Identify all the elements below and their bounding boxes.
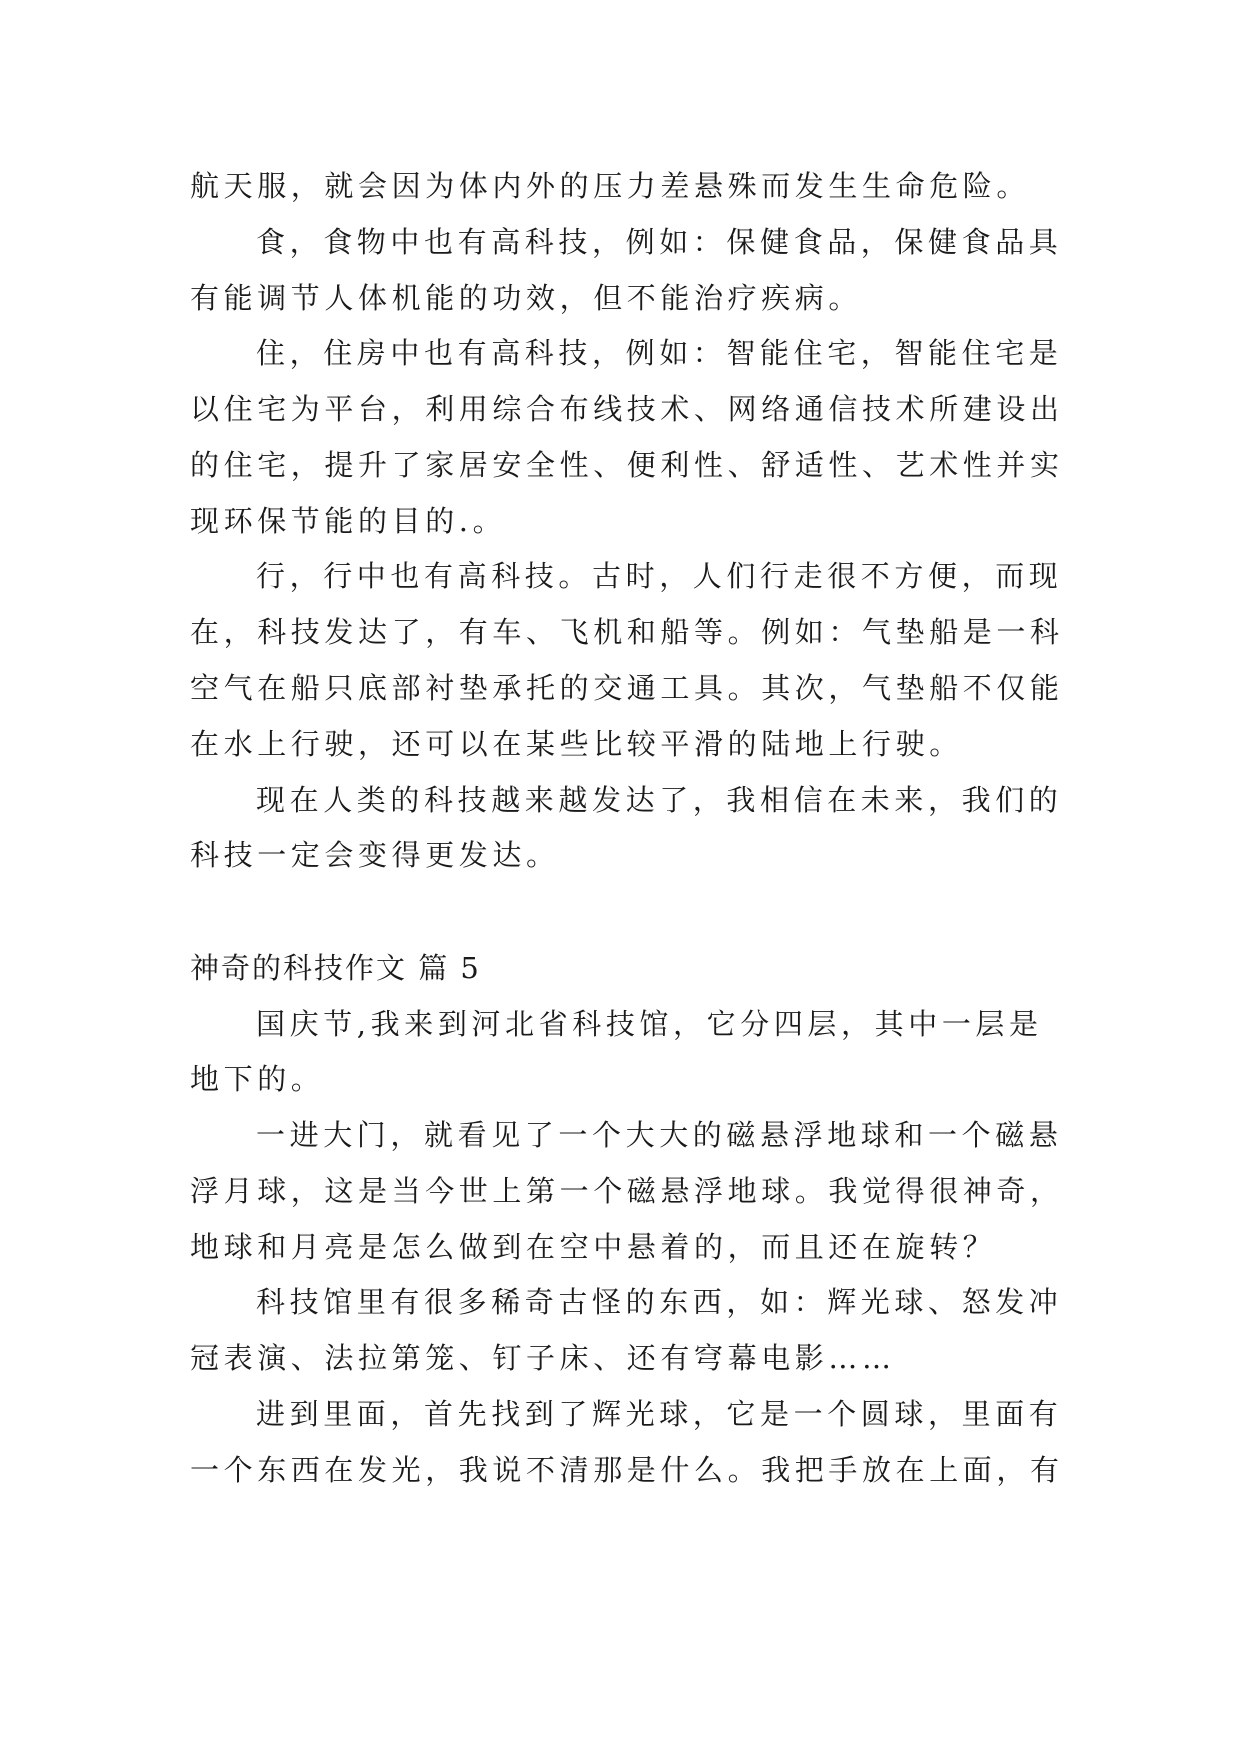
paragraph-line: 国庆节,我来到河北省科技馆，它分四层，其中一层是 xyxy=(256,1007,1043,1041)
paragraph-line: 现在人类的科技越来越发达了，我相信在未来，我们的 xyxy=(256,783,1063,817)
paragraph-line: 进到里面，首先找到了辉光球，它是一个圆球，里面有 xyxy=(256,1397,1063,1431)
paragraph-line: 一进大门，就看见了一个大大的磁悬浮地球和一个磁悬 xyxy=(256,1118,1063,1152)
paragraph-line: 的住宅，提升了家居安全性、便利性、舒适性、艺术性并实 xyxy=(190,448,1064,482)
paragraph-line: 在水上行驶，还可以在某些比较平滑的陆地上行驶。 xyxy=(190,727,963,761)
paragraph-line: 一个东西在发光，我说不清那是什么。我把手放在上面，有 xyxy=(190,1453,1064,1487)
paragraph-line: 住，住房中也有高科技，例如：智能住宅，智能住宅是 xyxy=(256,336,1063,370)
paragraph-line: 冠表演、法拉第笼、钉子床、还有穹幕电影…… xyxy=(190,1341,896,1375)
paragraph-line: 有能调节人体机能的功效，但不能治疗疾病。 xyxy=(190,281,863,315)
paragraph-line: 地球和月亮是怎么做到在空中悬着的，而且还在旋转？ xyxy=(190,1230,997,1264)
paragraph-line: 浮月球，这是当今世上第一个磁悬浮地球。我觉得很神奇， xyxy=(190,1174,1064,1208)
paragraph-line: 地下的。 xyxy=(190,1062,325,1096)
paragraph-line: 在，科技发达了，有车、飞机和船等。例如：气垫船是一科 xyxy=(190,615,1064,649)
paragraph-line: 科技馆里有很多稀奇古怪的东西，如：辉光球、怒发冲 xyxy=(256,1285,1063,1319)
paragraph-line: 行，行中也有高科技。古时，人们行走很不方便，而现 xyxy=(256,559,1063,593)
paragraph-line: 航天服，就会因为体内外的压力差悬殊而发生生命危险。 xyxy=(190,169,1031,203)
paragraph-line: 以住宅为平台，利用综合布线技术、网络通信技术所建设出 xyxy=(190,392,1064,426)
paragraph-line: 食，食物中也有高科技，例如：保健食品，保健食品具 xyxy=(256,225,1063,259)
paragraph-line: 空气在船只底部衬垫承托的交通工具。其次，气垫船不仅能 xyxy=(190,671,1064,705)
paragraph-line: 现环保节能的目的.。 xyxy=(190,504,507,538)
section-title: 神奇的科技作文 篇 5 xyxy=(190,951,481,985)
paragraph-line: 科技一定会变得更发达。 xyxy=(190,838,560,872)
